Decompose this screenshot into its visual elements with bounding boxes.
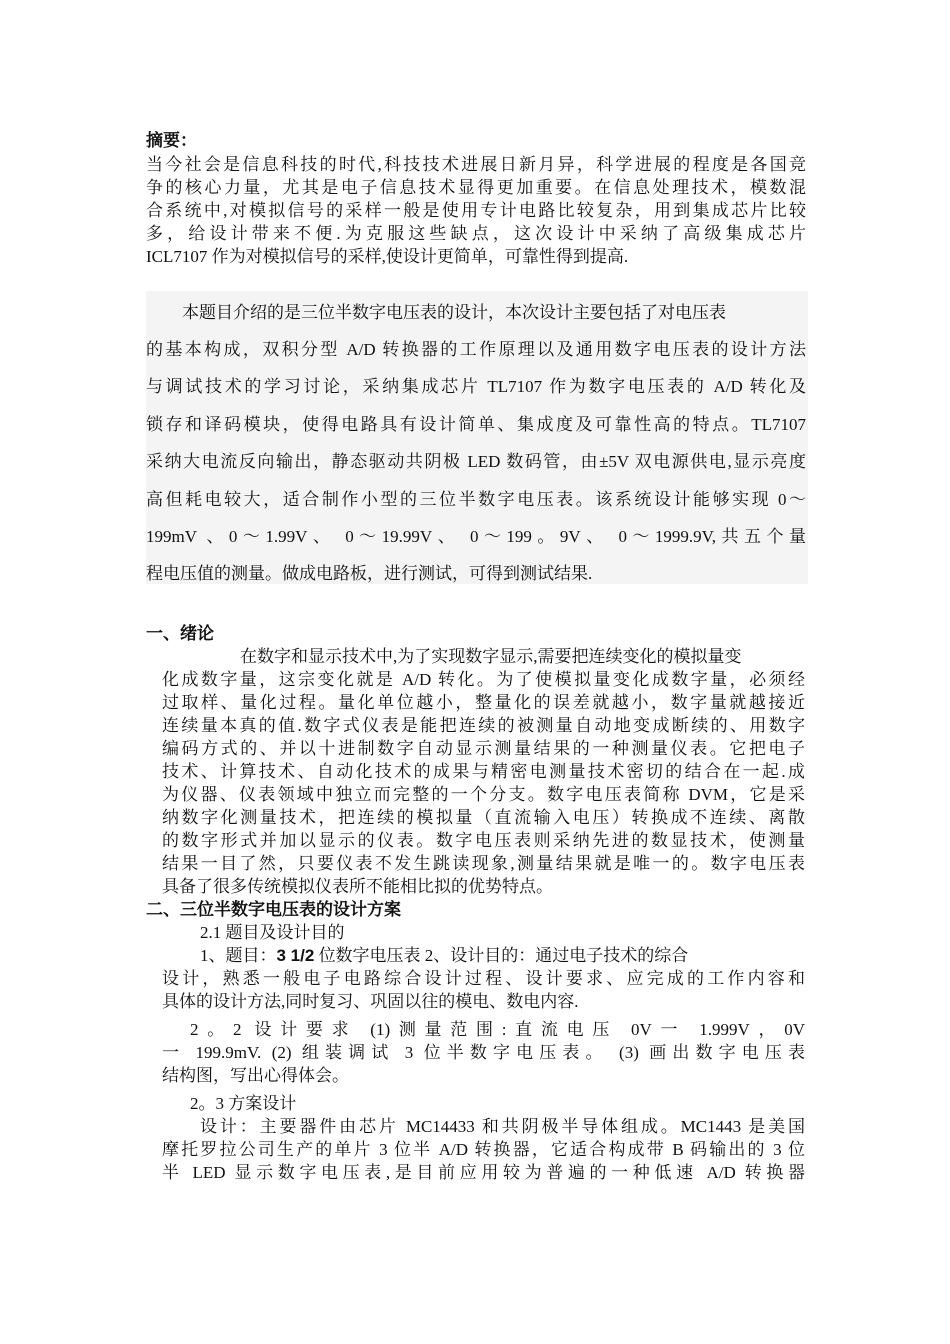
section1-line: 为仪器、仪表领域中独立而完整的一个分支。数字电压表简称 DVM，它是采 xyxy=(162,785,805,804)
section1-line: 化成数字量，这宗变化就是 A/D 转化。为了使模拟量变化成数字量，必须经 xyxy=(162,670,805,689)
item1-label: 1、题目： xyxy=(200,946,277,965)
item1-bold: 3 1/2 xyxy=(276,946,315,965)
section1-line: 具备了很多传统模拟仪表所不能相比拟的优势特点。 xyxy=(162,877,553,896)
requirements-line: 2。2 设计要求 (1)测量范围:直流电压 0V一 1.999V，0V xyxy=(190,1020,805,1039)
section1-line: 纳数字化测量技术，把连续的模拟量（直流输入电压）转换成不连续、离散 xyxy=(162,808,805,827)
section2-line: 具体的设计方法,同时复习、巩固以往的模电、数电内容. xyxy=(162,992,579,1011)
section2-item1 xyxy=(200,941,805,966)
abstract-line: ICL7107 作为对模拟信号的采样,使设计更简单，可靠性得到提高. xyxy=(146,247,629,266)
intro-line: 锁存和译码模块，使得电路具有设计简单、集成度及可靠性高的特点。TL7107 xyxy=(146,415,806,434)
intro-line: 高但耗电较大，适合制作小型的三位半数字电压表。该系统设计能够实现 0～ xyxy=(146,490,806,509)
section1-line: 技术、计算技术、自动化技术的成果与精密电测量技术密切的结合在一起.成 xyxy=(162,762,805,781)
intro-line: 与调试技术的学习讨论，采纳集成芯片 TL7107 作为数字电压表的 A/D 转化及 xyxy=(146,377,806,396)
intro-line: 程电压值的测量。做成电路板，进行测试，可得到测试结果. xyxy=(146,564,593,583)
abstract-line: 多，给设计带来不便.为克服这些缺点，这次设计中采纳了高级集成芯片 xyxy=(146,224,806,243)
section1-line: 在数字和显示技术中,为了实现数字显示,需要把连续变化的模拟量变 xyxy=(240,647,742,666)
abstract-line: 争的核心力量，尤其是电子信息技术显得更加重要。在信息处理技术，模数混 xyxy=(146,178,806,197)
requirements-line: 结构图，写出心得体会。 xyxy=(162,1066,349,1085)
subsection-2-3: 2。3 方案设计 xyxy=(190,1094,297,1113)
section1-line: 连续量本真的值.数字式仪表是能把连续的被测量自动地变成断续的、用数字 xyxy=(162,716,805,735)
design-line: 半 LED 显示数字电压表,是目前应用较为普遍的一种低速 A/D 转换器 xyxy=(162,1163,805,1182)
abstract-line: 当今社会是信息科技的时代,科技技术进展日新月异，科学进展的程度是各国竞 xyxy=(146,155,806,174)
section2-heading: 二、三位半数字电压表的设计方案 xyxy=(146,900,401,919)
section1-heading: 一、绪论 xyxy=(146,624,214,643)
requirements-line: 一 199.9mV. (2) 组装调试 3 位半数字电压表。 (3) 画出数字电压表 xyxy=(162,1043,805,1062)
design-line: 设计：主要器件由芯片 MC14433 和共阴极半导体组成。MC1443 是美国 xyxy=(200,1117,805,1136)
design-line: 摩托罗拉公司生产的单片 3 位半 A/D 转换器，它适合构成带 B 码输出的 3 位 xyxy=(162,1140,805,1159)
section1-line: 的数字形式并加以显示的仪表。数字电压表则采纳先进的数显技术，使测量 xyxy=(162,831,805,850)
intro-line: 采纳大电流反向输出，静态驱动共阴极 LED 数码管，由±5V 双电源供电,显示亮度 xyxy=(146,452,806,471)
section1-line: 编码方式的、并以十进制数字自动显示测量结果的一种测量仪表。它把电子 xyxy=(162,739,805,758)
abstract-title: 摘要： xyxy=(146,131,197,150)
intro-line: 199mV 、0～1.99V、 0～19.99V、 0～199。9V、 0～1999.9V,共五个量 xyxy=(146,527,806,546)
subsection-2-1: 2.1 题目及设计目的 xyxy=(200,923,345,942)
section1-line: 结果一目了然，只要仪表不发生跳读现象,测量结果就是唯一的。数字电压表 xyxy=(162,854,805,873)
intro-line: 本题目介绍的是三位半数字电压表的设计，本次设计主要包括了对电压表 xyxy=(182,303,726,322)
section1-line: 过取样、量化过程。量化单位越小，整量化的误差就越小，数字量就越接近 xyxy=(162,693,805,712)
section2-line: 设计，熟悉一般电子电路综合设计过程、设计要求、应完成的工作内容和 xyxy=(162,969,805,988)
abstract-line: 合系统中,对模拟信号的采样一般是使用专计电路比较复杂，用到集成芯片比较 xyxy=(146,201,806,220)
item1-rest: 位数字电压表 2、设计目的：通过电子技术的综合 xyxy=(314,946,689,965)
intro-line: 的基本构成，双积分型 A/D 转换器的工作原理以及通用数字电压表的设计方法 xyxy=(146,340,806,359)
